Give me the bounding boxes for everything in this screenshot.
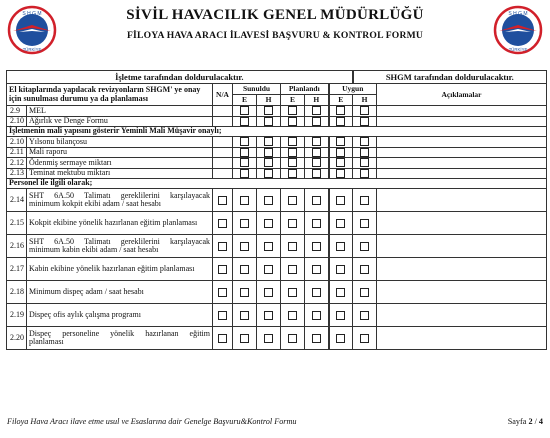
checkbox[interactable] xyxy=(218,288,227,297)
checkbox-cell[interactable] xyxy=(305,147,329,158)
table-row xyxy=(7,281,547,304)
item-number: 2.18 xyxy=(7,281,27,304)
checkbox-cell[interactable] xyxy=(213,212,233,235)
item-description: MEL xyxy=(27,106,213,117)
checkbox-cell[interactable] xyxy=(281,189,305,212)
checkbox[interactable] xyxy=(264,311,273,320)
checkbox-cell[interactable] xyxy=(257,147,281,158)
checkbox[interactable] xyxy=(264,106,273,115)
submitted-yes-header: E xyxy=(233,95,257,106)
checkbox[interactable] xyxy=(264,169,273,178)
checkbox-cell[interactable] xyxy=(281,327,305,350)
checkbox[interactable] xyxy=(288,311,297,320)
svg-text:S H G M: S H G M xyxy=(508,11,528,17)
checkbox-cell[interactable] xyxy=(329,281,353,304)
notes-input-cell[interactable] xyxy=(377,168,547,179)
item-number: 2.12 xyxy=(7,158,27,169)
checkbox[interactable] xyxy=(264,117,273,126)
checkbox[interactable] xyxy=(360,265,369,274)
table-row xyxy=(7,168,547,179)
empty-cell xyxy=(213,158,233,169)
column-header-row xyxy=(7,84,547,95)
checkbox-cell[interactable] xyxy=(353,304,377,327)
checkbox[interactable] xyxy=(240,117,249,126)
item-description: SHT 6A.50 Talimatı gereklilerini karşılayacak minimum kokpit ekibi adam / saat hesabı xyxy=(27,189,213,212)
planned-no-header: H xyxy=(305,95,329,106)
checkbox-cell[interactable] xyxy=(353,212,377,235)
checkbox-cell[interactable] xyxy=(305,116,329,127)
notes-input-cell[interactable] xyxy=(377,137,547,148)
checkbox[interactable] xyxy=(288,265,297,274)
checkbox[interactable] xyxy=(312,137,321,146)
notes-input-cell[interactable] xyxy=(377,212,547,235)
checkbox[interactable] xyxy=(288,242,297,251)
table-row xyxy=(7,189,547,212)
checkbox[interactable] xyxy=(288,334,297,343)
item-description: Minimum dispeç adam / saat hesabı xyxy=(27,281,213,304)
checkbox[interactable] xyxy=(336,137,345,146)
checkbox[interactable] xyxy=(312,117,321,126)
checkbox[interactable] xyxy=(336,288,345,297)
checkbox-cell[interactable] xyxy=(329,168,353,179)
item-number: 2.15 xyxy=(7,212,27,235)
checkbox[interactable] xyxy=(264,148,273,157)
checkbox-cell[interactable] xyxy=(305,258,329,281)
checkbox[interactable] xyxy=(218,334,227,343)
checkbox-cell[interactable] xyxy=(233,137,257,148)
checkbox[interactable] xyxy=(264,288,273,297)
checkbox[interactable] xyxy=(264,265,273,274)
checkbox-cell[interactable] xyxy=(353,116,377,127)
checkbox[interactable] xyxy=(264,219,273,228)
checkbox[interactable] xyxy=(360,219,369,228)
checkbox-cell[interactable] xyxy=(257,158,281,169)
checkbox[interactable] xyxy=(360,148,369,157)
section-title: İşletmenin mali yapısını gösterir Yeminli Mali Müşavir onaylı; xyxy=(7,127,547,137)
svg-text:S H G M: S H G M xyxy=(22,11,42,17)
planned-yes-header: E xyxy=(281,95,305,106)
table-row xyxy=(7,235,547,258)
empty-cell xyxy=(213,137,233,148)
checkbox-cell[interactable] xyxy=(329,189,353,212)
checkbox-cell[interactable] xyxy=(305,168,329,179)
footer-document-title: Filoya Hava Aracı ilave etme usul ve Esaslarına dair Genelge Başvuru&Kontrol Formu xyxy=(7,417,297,426)
checkbox[interactable] xyxy=(312,148,321,157)
application-table xyxy=(6,70,547,350)
checkbox-cell[interactable] xyxy=(281,147,305,158)
notes-input-cell[interactable] xyxy=(377,106,547,117)
checkbox-cell[interactable] xyxy=(305,137,329,148)
checkbox-cell[interactable] xyxy=(233,106,257,117)
checkbox-cell[interactable] xyxy=(257,235,281,258)
checkbox-cell[interactable] xyxy=(213,189,233,212)
checkbox[interactable] xyxy=(360,137,369,146)
item-number: 2.20 xyxy=(7,327,27,350)
checkbox-cell[interactable] xyxy=(233,304,257,327)
item-description: Kabin ekibine yönelik hazırlanan eğitim planlaması xyxy=(27,258,213,281)
checkbox[interactable] xyxy=(288,106,297,115)
item-description: Teminat mektubu miktarı xyxy=(27,168,213,179)
compliant-no-header: H xyxy=(353,95,377,106)
checkbox-cell[interactable] xyxy=(257,106,281,117)
checkbox[interactable] xyxy=(240,334,249,343)
checkbox-cell[interactable] xyxy=(353,147,377,158)
description-column-header: El kitaplarında yapılacak revizyonların SHGM' ye onay için sunulması durumu ya da planlaması xyxy=(7,84,213,106)
checkbox[interactable] xyxy=(240,148,249,157)
form-header xyxy=(0,0,550,60)
checkbox-cell[interactable] xyxy=(233,258,257,281)
checkbox-cell[interactable] xyxy=(353,327,377,350)
checkbox-cell[interactable] xyxy=(353,281,377,304)
checkbox-cell[interactable] xyxy=(329,137,353,148)
empty-cell xyxy=(213,116,233,127)
checkbox-cell[interactable] xyxy=(233,212,257,235)
section-financial-row xyxy=(7,127,547,137)
checkbox-cell[interactable] xyxy=(257,189,281,212)
checkbox[interactable] xyxy=(360,169,369,178)
checkbox-cell[interactable] xyxy=(353,258,377,281)
planned-column-header: Planlandı xyxy=(281,84,329,95)
checkbox[interactable] xyxy=(336,106,345,115)
checkbox[interactable] xyxy=(336,242,345,251)
svg-text:TÜRKİYE: TÜRKİYE xyxy=(22,47,42,52)
checkbox-cell[interactable] xyxy=(257,137,281,148)
checkbox[interactable] xyxy=(312,242,321,251)
checkbox-cell[interactable] xyxy=(329,147,353,158)
item-description: Ödenmiş sermaye miktarı xyxy=(27,158,213,169)
checkbox[interactable] xyxy=(312,265,321,274)
checkbox-cell[interactable] xyxy=(305,281,329,304)
checkbox-cell[interactable] xyxy=(281,168,305,179)
checkbox-cell[interactable] xyxy=(353,168,377,179)
checkbox[interactable] xyxy=(288,158,297,167)
checkbox[interactable] xyxy=(240,169,249,178)
notes-column-header: Açıklamalar xyxy=(377,84,547,106)
table-row xyxy=(7,304,547,327)
checkbox-cell[interactable] xyxy=(233,147,257,158)
checkbox-cell[interactable] xyxy=(257,212,281,235)
checkbox[interactable] xyxy=(312,106,321,115)
item-description: Kokpit ekibine yönelik hazırlanan eğitim planlaması xyxy=(27,212,213,235)
checkbox[interactable] xyxy=(360,106,369,115)
checkbox-cell[interactable] xyxy=(257,327,281,350)
checkbox-cell[interactable] xyxy=(213,281,233,304)
checkbox[interactable] xyxy=(312,311,321,320)
checkbox-cell[interactable] xyxy=(329,258,353,281)
checkbox-cell[interactable] xyxy=(353,158,377,169)
compliant-yes-header: E xyxy=(329,95,353,106)
checkbox-cell[interactable] xyxy=(257,281,281,304)
checkbox-cell[interactable] xyxy=(305,235,329,258)
checkbox[interactable] xyxy=(288,137,297,146)
table-row xyxy=(7,106,547,117)
table-row xyxy=(7,212,547,235)
checkbox[interactable] xyxy=(218,219,227,228)
checkbox-cell[interactable] xyxy=(281,235,305,258)
checkbox[interactable] xyxy=(360,117,369,126)
checkbox-cell[interactable] xyxy=(257,258,281,281)
checkbox[interactable] xyxy=(360,196,369,205)
checkbox-cell[interactable] xyxy=(233,235,257,258)
checkbox-cell[interactable] xyxy=(329,235,353,258)
checkbox[interactable] xyxy=(264,158,273,167)
shgm-logo-left xyxy=(7,5,57,55)
empty-cell xyxy=(213,147,233,158)
checkbox[interactable] xyxy=(218,196,227,205)
checkbox[interactable] xyxy=(240,265,249,274)
empty-cell xyxy=(213,106,233,117)
checkbox-cell[interactable] xyxy=(353,235,377,258)
checkbox[interactable] xyxy=(218,311,227,320)
checkbox[interactable] xyxy=(360,334,369,343)
checkbox-cell[interactable] xyxy=(281,281,305,304)
checkbox-cell[interactable] xyxy=(305,304,329,327)
checkbox-cell[interactable] xyxy=(305,158,329,169)
item-description: Dispeç ofis aylık çalışma programı xyxy=(27,304,213,327)
shgm-logo-right xyxy=(493,5,543,55)
item-number: 2.9 xyxy=(7,106,27,117)
checkbox[interactable] xyxy=(240,311,249,320)
checkbox-cell[interactable] xyxy=(305,189,329,212)
notes-input-cell[interactable] xyxy=(377,281,547,304)
checkbox[interactable] xyxy=(288,196,297,205)
item-number: 2.17 xyxy=(7,258,27,281)
table-row xyxy=(7,116,547,127)
notes-input-cell[interactable] xyxy=(377,116,547,127)
checkbox-cell[interactable] xyxy=(281,212,305,235)
checkbox[interactable] xyxy=(312,334,321,343)
checkbox[interactable] xyxy=(264,334,273,343)
table-header-row xyxy=(7,71,547,84)
checkbox[interactable] xyxy=(240,288,249,297)
checkbox-cell[interactable] xyxy=(305,327,329,350)
notes-input-cell[interactable] xyxy=(377,258,547,281)
item-number: 2.13 xyxy=(7,168,27,179)
checkbox-cell[interactable] xyxy=(281,137,305,148)
page-title: SİVİL HAVACILIK GENEL MÜDÜRLÜĞÜ xyxy=(126,7,424,23)
checkbox-cell[interactable] xyxy=(213,235,233,258)
checkbox[interactable] xyxy=(336,148,345,157)
item-number: 2.10 xyxy=(7,137,27,148)
checkbox[interactable] xyxy=(264,242,273,251)
checkbox-cell[interactable] xyxy=(233,281,257,304)
notes-input-cell[interactable] xyxy=(377,189,547,212)
checkbox-cell[interactable] xyxy=(233,116,257,127)
page-number: Sayfa 2 / 4 xyxy=(507,417,543,426)
checkbox-cell[interactable] xyxy=(329,327,353,350)
na-column-header: N/A xyxy=(213,84,233,106)
notes-input-cell[interactable] xyxy=(377,147,547,158)
checkbox-cell[interactable] xyxy=(329,304,353,327)
checkbox-cell[interactable] xyxy=(281,304,305,327)
checkbox-cell[interactable] xyxy=(257,116,281,127)
checkbox-cell[interactable] xyxy=(233,327,257,350)
checkbox[interactable] xyxy=(336,311,345,320)
checkbox[interactable] xyxy=(336,265,345,274)
checkbox-cell[interactable] xyxy=(353,189,377,212)
table-row xyxy=(7,137,547,148)
item-number: 2.16 xyxy=(7,235,27,258)
checkbox-cell[interactable] xyxy=(233,168,257,179)
checkbox[interactable] xyxy=(218,265,227,274)
checkbox[interactable] xyxy=(312,158,321,167)
item-description: Mali raporu xyxy=(27,147,213,158)
checkbox[interactable] xyxy=(360,311,369,320)
checkbox[interactable] xyxy=(288,288,297,297)
checkbox-cell[interactable] xyxy=(233,158,257,169)
checkbox[interactable] xyxy=(240,158,249,167)
checkbox[interactable] xyxy=(288,148,297,157)
section-personnel-row xyxy=(7,179,547,189)
item-number: 2.19 xyxy=(7,304,27,327)
item-number: 2.14 xyxy=(7,189,27,212)
checkbox[interactable] xyxy=(288,117,297,126)
item-description: Ağırlık ve Denge Formu xyxy=(27,116,213,127)
checkbox[interactable] xyxy=(288,169,297,178)
checkbox[interactable] xyxy=(360,242,369,251)
notes-input-cell[interactable] xyxy=(377,304,547,327)
checkbox-cell[interactable] xyxy=(329,212,353,235)
item-number: 2.11 xyxy=(7,147,27,158)
checkbox[interactable] xyxy=(336,117,345,126)
submitted-column-header: Sunuldu xyxy=(233,84,281,95)
checkbox-cell[interactable] xyxy=(281,158,305,169)
checkbox-cell[interactable] xyxy=(257,168,281,179)
checkbox-cell[interactable] xyxy=(329,106,353,117)
checkbox-cell[interactable] xyxy=(329,158,353,169)
checkbox-cell[interactable] xyxy=(257,304,281,327)
checkbox-cell[interactable] xyxy=(213,327,233,350)
section-title: Personel ile ilgili olarak; xyxy=(7,179,547,189)
compliant-column-header: Uygun xyxy=(329,84,377,95)
checkbox[interactable] xyxy=(240,137,249,146)
table-row xyxy=(7,258,547,281)
checkbox[interactable] xyxy=(240,242,249,251)
notes-input-cell[interactable] xyxy=(377,158,547,169)
checkbox[interactable] xyxy=(312,196,321,205)
checkbox[interactable] xyxy=(336,334,345,343)
table-row xyxy=(7,158,547,169)
checkbox[interactable] xyxy=(360,158,369,167)
checkbox[interactable] xyxy=(312,219,321,228)
checkbox[interactable] xyxy=(312,169,321,178)
empty-cell xyxy=(213,168,233,179)
item-description: Yılsonu bilançosu xyxy=(27,137,213,148)
form-subtitle: FİLOYA HAVA ARACI İLAVESİ BAŞVURU & KONTROL FORMU xyxy=(127,30,423,41)
table-row xyxy=(7,147,547,158)
item-description: SHT 6A.50 Talimatı gereklilerini karşılayacak minimum kabin ekibi adam / saat hesabı xyxy=(27,235,213,258)
checkbox[interactable] xyxy=(360,288,369,297)
checkbox[interactable] xyxy=(336,219,345,228)
checkbox[interactable] xyxy=(264,196,273,205)
checkbox-cell[interactable] xyxy=(281,258,305,281)
svg-text:TÜRKİYE: TÜRKİYE xyxy=(508,47,528,52)
item-description: Dispeç personeline yönelik hazırlanan eğitim planlaması xyxy=(27,327,213,350)
checkbox[interactable] xyxy=(336,169,345,178)
checkbox-cell[interactable] xyxy=(353,137,377,148)
checkbox[interactable] xyxy=(218,242,227,251)
checkbox-cell[interactable] xyxy=(233,189,257,212)
checkbox[interactable] xyxy=(240,219,249,228)
checkbox-cell[interactable] xyxy=(213,304,233,327)
checkbox-cell[interactable] xyxy=(305,212,329,235)
item-number: 2.10 xyxy=(7,116,27,127)
notes-input-cell[interactable] xyxy=(377,327,547,350)
checkbox[interactable] xyxy=(312,288,321,297)
submitted-no-header: H xyxy=(257,95,281,106)
checkbox-cell[interactable] xyxy=(281,116,305,127)
checkbox-cell[interactable] xyxy=(305,106,329,117)
table-row xyxy=(7,327,547,350)
shgm-section-header: SHGM tarafından doldurulacaktır. xyxy=(353,71,547,84)
checkbox-cell[interactable] xyxy=(213,258,233,281)
checkbox[interactable] xyxy=(288,219,297,228)
checkbox[interactable] xyxy=(240,196,249,205)
checkbox[interactable] xyxy=(264,137,273,146)
checkbox-cell[interactable] xyxy=(353,106,377,117)
checkbox[interactable] xyxy=(336,158,345,167)
operator-section-header: İşletme tarafından doldurulacaktır. xyxy=(7,71,353,84)
checkbox-cell[interactable] xyxy=(329,116,353,127)
notes-input-cell[interactable] xyxy=(377,235,547,258)
checkbox[interactable] xyxy=(336,196,345,205)
checkbox-cell[interactable] xyxy=(281,106,305,117)
checkbox[interactable] xyxy=(240,106,249,115)
